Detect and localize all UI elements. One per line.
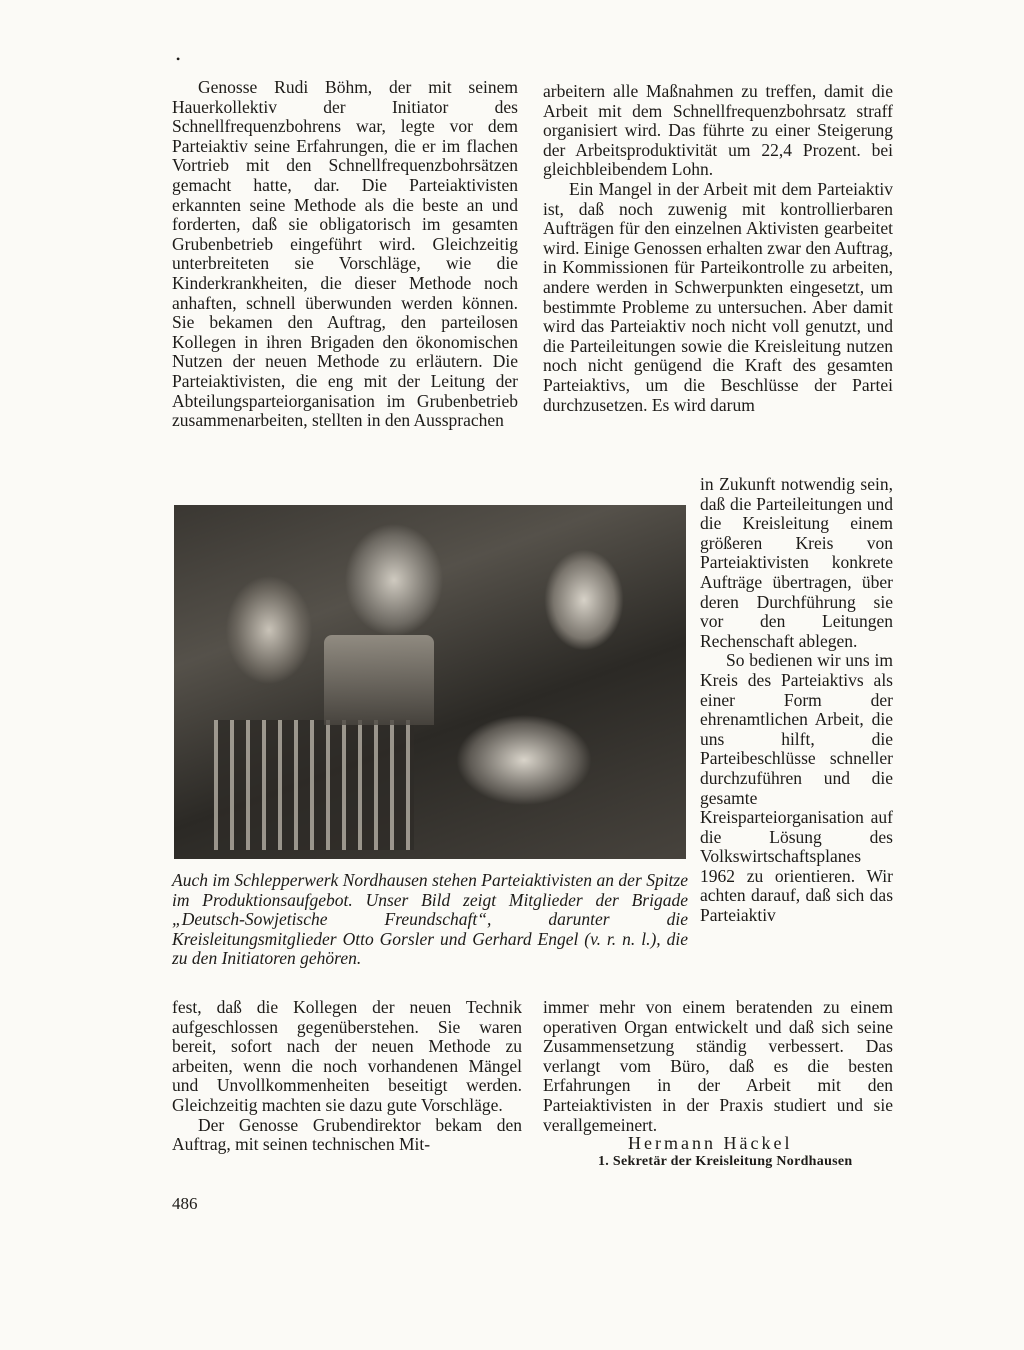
- paragraph: So bedienen wir uns im Kreis des Parteiaktivs als einer Form der ehrenamtlichen Arbeit, die uns hilft, die Parteibeschlüsse schneller durchzuführen und die gesamte Kreisparteiorganisation auf die Lösung des Volkswirtschaftsplanes 1962 zu orientieren. Wir achten darauf, daß sich das Parteiaktiv: [700, 650, 893, 926]
- paragraph: Ein Mangel in der Arbeit mit dem Parteiaktiv ist, daß noch zuwenig mit kontrollierbaren Aufträgen für den einzelnen Aktivisten gearbeitet wird. Einige Genossen erhalten zwar den Auftrag, in Kommissionen für Parteikontrolle zu arbeiten, andere werden in Schwerpunkten eingesetzt, um bestimmte Probleme zu untersuchen. Aber damit wird das Parteiaktiv noch nicht voll genutzt, und die Parteileitungen sowie die Kreisleitung nutzen noch nicht genügend die Kraft des gesamten Parteiaktivs, um die Beschlüsse der Partei durchzusetzen. Es wird darum: [543, 178, 893, 415]
- paragraph: arbeitern alle Maßnahmen zu treffen, damit die Arbeit mit dem Schnellfrequenzbohrsatz straff organisiert wird. Das führte zu einer Steigerung der Arbeitsproduktivität um 22,4 Prozent. bei gleichbleibendem Lohn.: [543, 81, 893, 180]
- paragraph: immer mehr von einem beratenden zu einem operativen Organ entwickelt und daß sich seine Zusammensetzung ständig verbessert. Das verlangt vom Büro, daß es die besten Erfahrungen in der Arbeit mit den Parteiaktivisten in der Praxis studiert und sie verallgemeinert.: [543, 997, 893, 1135]
- page-number: 486: [172, 1194, 198, 1213]
- paragraph: Genosse Rudi Böhm, der mit seinem Hauerkollektiv der Initiator des Schnellfrequenzbohrens war, legte vor dem Parteiaktiv seine Erfahrungen, die er im flachen Vortrieb mit den Schnellfrequenzbohrsätzen gemacht hatte, dar. Die Parteiaktivisten erkannten seine Methode als die beste an und forderten, daß sie obligatorisch im gesamten Grubenbetrieb eingeführt wird. Gleichzeitig unterbreiteten sie Vorschläge, wie die Kinderkrankheiten, die dieser Methode noch anhaften, schnell überwunden werden können. Sie bekamen den Auftrag, den parteilosen Kollegen in ihren Brigaden den ökonomischen Nutzen der neuen Methode zu erläutern. Die Parteiaktivisten, die eng mit der Leitung der Abteilungsparteiorganisation im Grubenbetrieb zusammenarbeiten, stellten in den Aussprachen: [172, 77, 518, 431]
- article-column-right-bottom: [543, 998, 893, 1135]
- paragraph: in Zukunft notwendig sein, daß die Parteileitungen und die Kreisleitung einem größeren Kreis von Parteiaktivisten konkrete Aufträge übertragen, über deren Durchführung sie vor den Leitungen Rechenschaft ablegen.: [700, 474, 893, 651]
- photo-caption: Auch im Schlepperwerk Nordhausen stehen Parteiaktivisten an der Spitze im Produktionsaufgebot. Unser Bild zeigt Mitglieder der Brigade „Deutsch-Sowjetische Freundschaft“, darunter die Kreisleitungsmitglieder Otto Gorsler und Gerhard Engel (v. r. n. l.), die zu den Initiatoren gehören.: [172, 870, 688, 969]
- article-column-left-top: [172, 78, 518, 431]
- photo-machinery: [214, 720, 414, 850]
- margin-mark: •: [176, 52, 181, 66]
- author-role: 1. Sekretär der Kreisleitung Nordhausen: [598, 1154, 853, 1169]
- author-name: Hermann Häckel: [628, 1133, 793, 1153]
- brigade-photo: [174, 505, 686, 859]
- photo-machine-part: [324, 635, 434, 725]
- article-column-left-bottom: [172, 998, 522, 1155]
- paragraph: Der Genosse Grubendirektor bekam den Auftrag, mit seinen technischen Mit-: [172, 1114, 522, 1155]
- paragraph: fest, daß die Kollegen der neuen Technik aufgeschlossen gegenüberstehen. Sie waren bereit, sofort nach der neuen Methode zu arbeiten, wenn die noch vorhandenen Mängel und Unvollkommenheiten beseitigt werden. Gleichzeitig machten sie dazu gute Vorschläge.: [172, 997, 522, 1115]
- article-column-right-side: [700, 475, 893, 926]
- article-column-right-top: [543, 82, 893, 415]
